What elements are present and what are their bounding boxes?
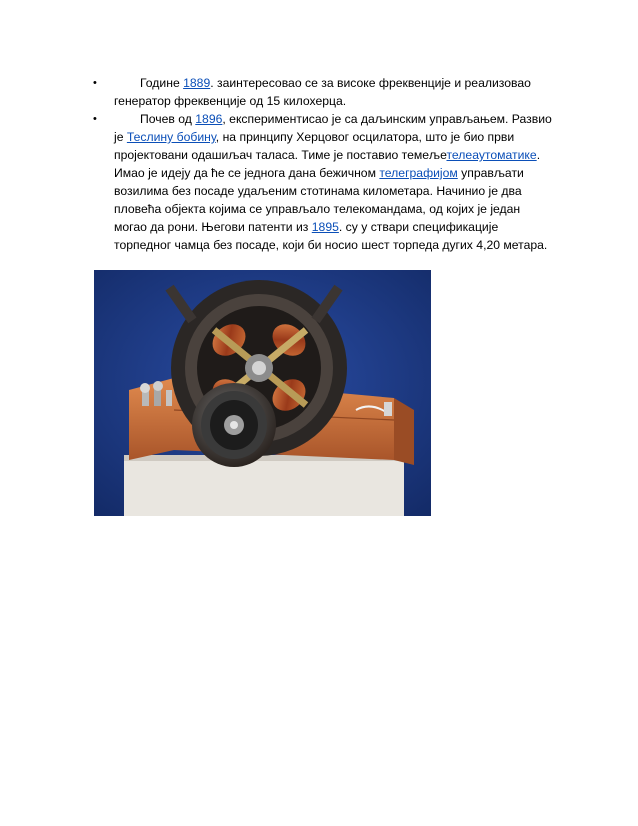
- wiki-link[interactable]: 1895: [311, 220, 339, 234]
- paragraph-text: . су у ствари спецификације торпедног чамца без посаде, који би носио шест торпеда дугих 4,20 метара.: [114, 220, 548, 252]
- paragraph-text: Почев од: [140, 112, 196, 126]
- wiki-link[interactable]: телеграфијом: [379, 166, 458, 180]
- paragraph-text: Године: [140, 76, 184, 90]
- wiki-link[interactable]: Теслину бобину: [126, 130, 216, 144]
- bullet-marker: •: [93, 77, 97, 89]
- paragraph-text: , експериментисао је са даљинским управљањем. Развио је: [114, 112, 552, 144]
- paragraph-text: , на принципу Херцовог осцилатора, што је био први пројектовани одашиљач таласа. Тиме је поставио темеље: [114, 130, 515, 162]
- paragraph-text: . заинтересовао се за високе фреквенције и реализовао генератор фреквенције од 15 килохерца.: [114, 76, 531, 108]
- paragraph-text: управљати возилима без посаде удаљеним стотинама километара. Начинио је два пловећа објекта којима се управљало телекомандама, од којих је један могао да рони. Његови патенти из: [114, 166, 524, 234]
- bullet-item: [93, 74, 553, 110]
- display-pedestal: [124, 455, 404, 516]
- wiki-link[interactable]: 1896: [195, 112, 223, 126]
- pulley-wheel: [192, 383, 276, 467]
- tesla-motor-photo: [94, 270, 431, 516]
- bullet-list: [93, 74, 553, 254]
- bullet-item: [93, 110, 553, 254]
- wiki-link[interactable]: 1889: [183, 76, 211, 90]
- bullet-marker: •: [93, 113, 97, 125]
- wiki-link[interactable]: телеаутоматике: [446, 148, 537, 162]
- paragraph-text: . Имао је идеју да ће се једнога дана бежичном: [114, 148, 541, 180]
